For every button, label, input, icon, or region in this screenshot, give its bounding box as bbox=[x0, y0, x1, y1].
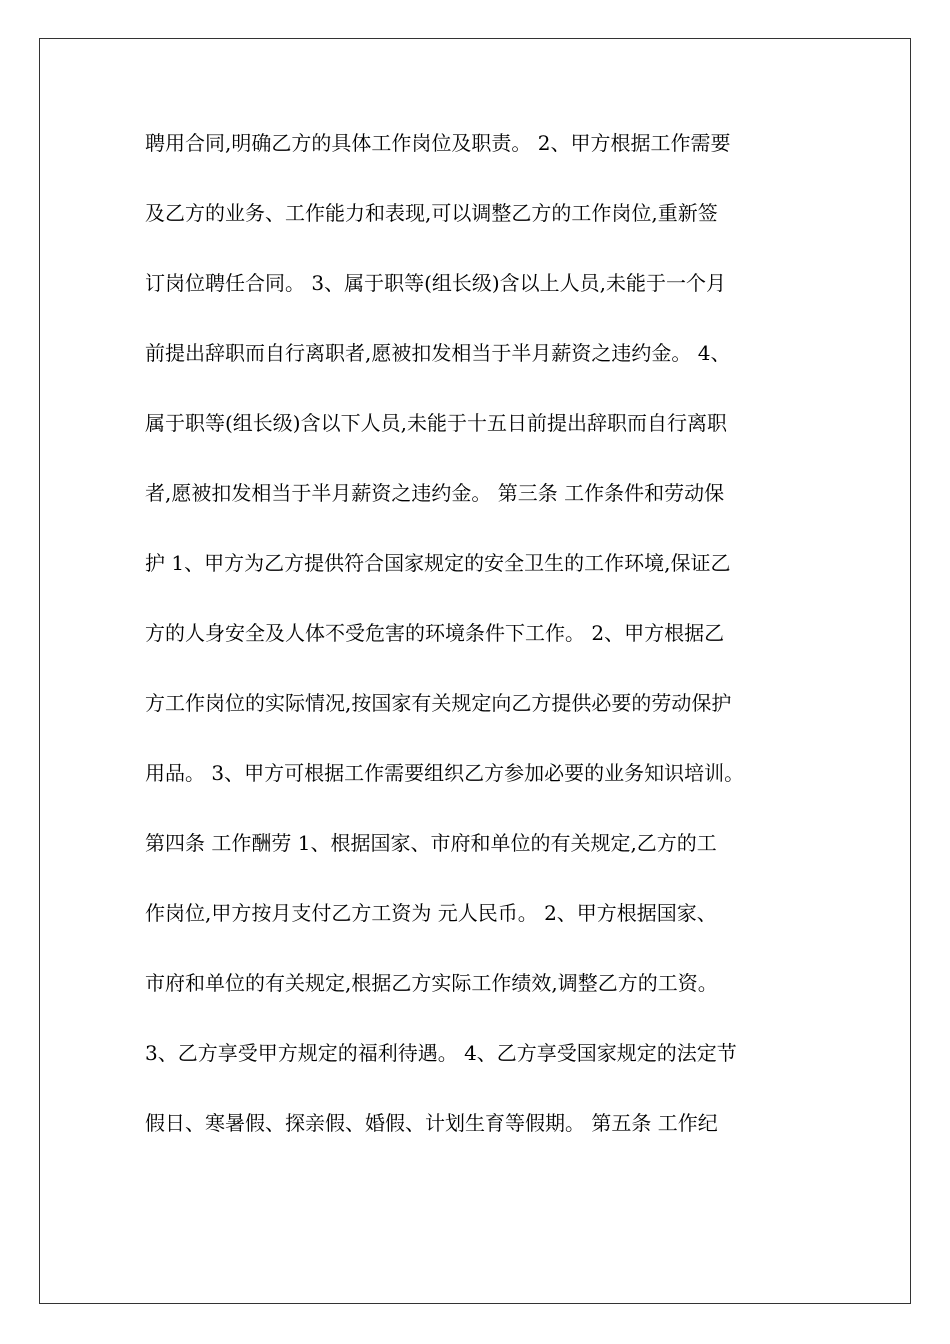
text-line: 护 1、甲方为乙方提供符合国家规定的安全卫生的工作环境,保证乙 bbox=[145, 551, 731, 575]
text-line: 属于职等(组长级)含以下人员,未能于十五日前提出辞职而自行离职 bbox=[145, 411, 727, 435]
text-line: 假日、寒暑假、探亲假、婚假、计划生育等假期。 第五条 工作纪 bbox=[145, 1111, 718, 1135]
text-line: 用品。 3、甲方可根据工作需要组织乙方参加必要的业务知识培训。 bbox=[145, 761, 745, 785]
text-line: 3、乙方享受甲方规定的福利待遇。 4、乙方享受国家规定的法定节 bbox=[145, 1041, 737, 1065]
text-line: 订岗位聘任合同。 3、属于职等(组长级)含以上人员,未能于一个月 bbox=[145, 271, 727, 295]
text-line: 者,愿被扣发相当于半月薪资之违约金。 第三条 工作条件和劳动保 bbox=[145, 481, 725, 505]
text-line: 聘用合同,明确乙方的具体工作岗位及职责。 2、甲方根据工作需要 bbox=[145, 131, 731, 155]
text-line: 方工作岗位的实际情况,按国家有关规定向乙方提供必要的劳动保护 bbox=[145, 691, 732, 715]
text-line: 前提出辞职而自行离职者,愿被扣发相当于半月薪资之违约金。 4、 bbox=[145, 341, 731, 365]
text-line: 市府和单位的有关规定,根据乙方实际工作绩效,调整乙方的工资。 bbox=[145, 971, 718, 995]
text-line: 及乙方的业务、工作能力和表现,可以调整乙方的工作岗位,重新签 bbox=[145, 201, 718, 225]
text-line: 作岗位,甲方按月支付乙方工资为 元人民币。 2、甲方根据国家、 bbox=[145, 901, 717, 925]
text-line: 第四条 工作酬劳 1、根据国家、市府和单位的有关规定,乙方的工 bbox=[145, 831, 717, 855]
text-line: 方的人身安全及人体不受危害的环境条件下工作。 2、甲方根据乙 bbox=[145, 621, 725, 645]
